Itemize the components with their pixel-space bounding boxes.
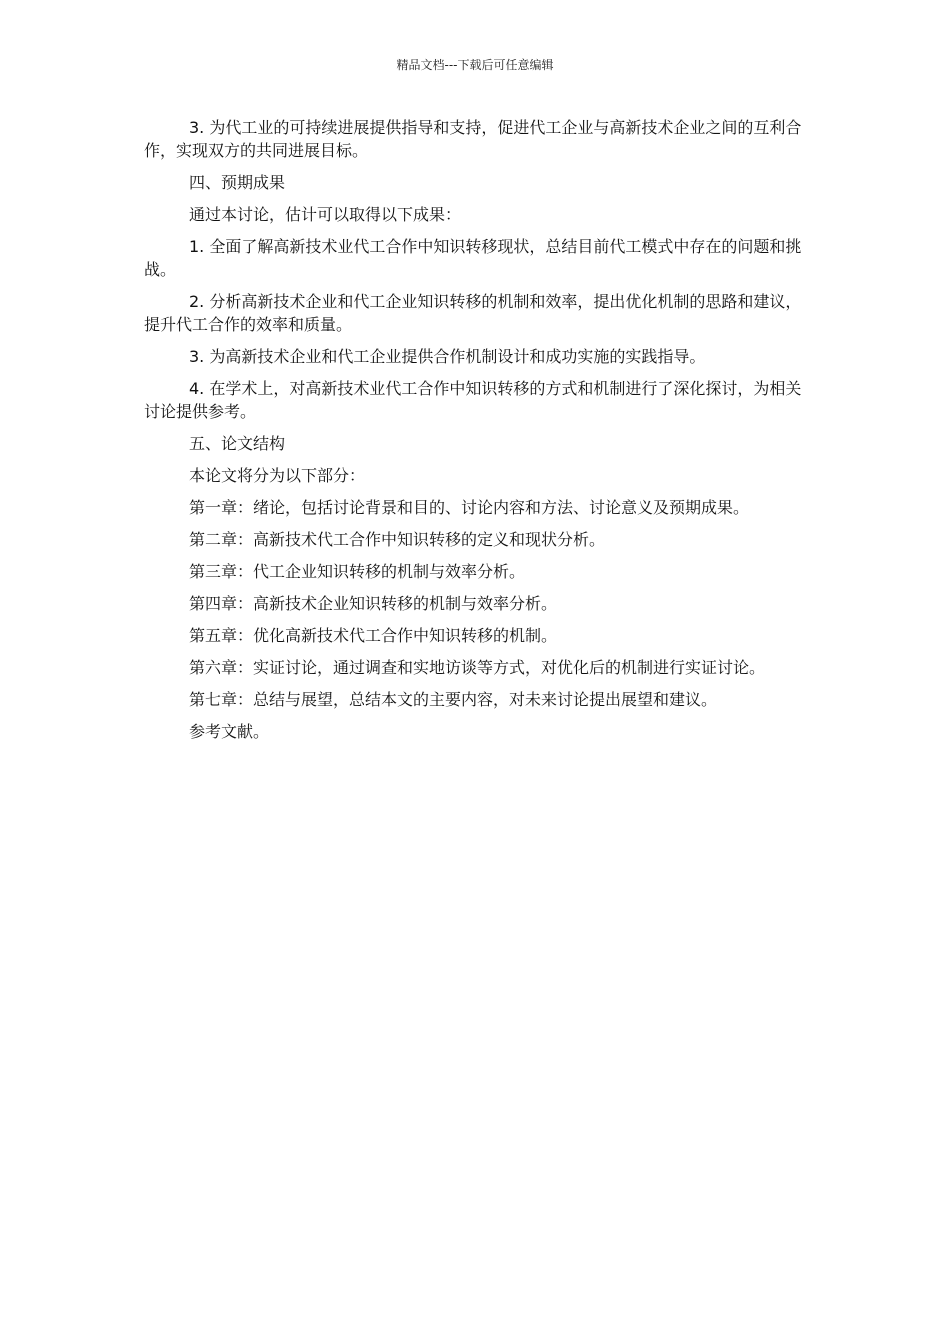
document-body	[144, 116, 816, 752]
page-header: 精品文档---下载后可任意编辑	[396, 58, 554, 72]
section-heading-expected-results: 四、预期成果	[189, 173, 286, 192]
paragraph-result-3: 3. 为高新技术企业和代工企业提供合作机制设计和成功实施的实践指导。	[189, 347, 706, 366]
paragraph-result-1: 1. 全面了解高新技术业代工合作中知识转移现状，总结目前代工模式中存在的问题和挑战。	[144, 237, 802, 279]
chapter-2: 第二章：高新技术代工合作中知识转移的定义和现状分析。	[189, 530, 606, 549]
chapter-3: 第三章：代工企业知识转移的机制与效率分析。	[189, 562, 526, 581]
section-heading-thesis-structure: 五、论文结构	[189, 434, 286, 453]
references: 参考文献。	[189, 722, 270, 741]
paragraph-result-2: 2. 分析高新技术企业和代工企业知识转移的机制和效率，提出优化机制的思路和建议，提升代工合作的效率和质量。	[144, 292, 802, 334]
chapter-1: 第一章：绪论，包括讨论背景和目的、讨论内容和方法、讨论意义及预期成果。	[189, 498, 750, 517]
chapter-4: 第四章：高新技术企业知识转移的机制与效率分析。	[189, 594, 558, 613]
chapter-6: 第六章：实证讨论，通过调查和实地访谈等方式，对优化后的机制进行实证讨论。	[189, 658, 766, 677]
paragraph-structure-intro: 本论文将分为以下部分：	[189, 466, 366, 485]
paragraph-goal-3: 3. 为代工业的可持续进展提供指导和支持，促进代工企业与高新技术企业之间的互利合作，实现双方的共同进展目标。	[144, 118, 802, 160]
paragraph-results-intro: 通过本讨论，估计可以取得以下成果：	[189, 205, 462, 224]
chapter-5: 第五章：优化高新技术代工合作中知识转移的机制。	[189, 626, 558, 645]
chapter-7: 第七章：总结与展望，总结本文的主要内容，对未来讨论提出展望和建议。	[189, 690, 718, 709]
paragraph-result-4: 4. 在学术上，对高新技术业代工合作中知识转移的方式和机制进行了深化探讨，为相关讨论提供参考。	[144, 379, 802, 421]
